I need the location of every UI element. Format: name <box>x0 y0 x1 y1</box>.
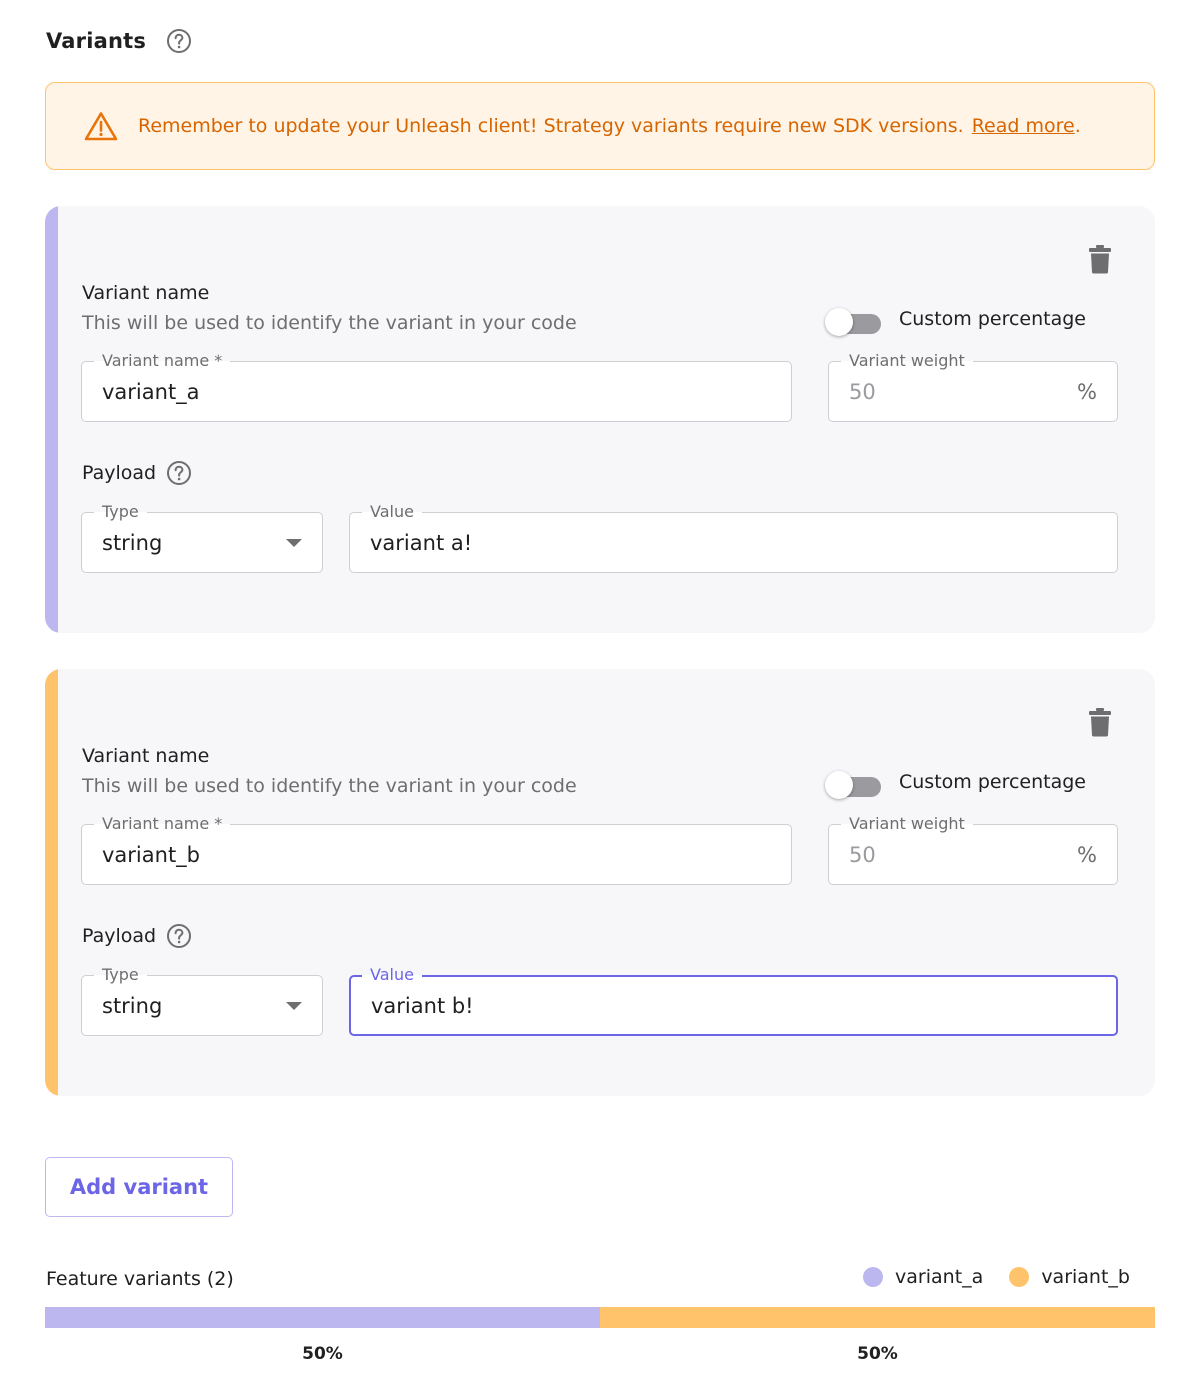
help-icon[interactable] <box>166 460 192 486</box>
page-title: Variants <box>46 29 147 53</box>
custom-percentage-toggle[interactable] <box>825 771 883 799</box>
variants-header <box>46 26 192 56</box>
variant-color-stripe <box>45 206 58 633</box>
payload-label: Payload <box>82 462 157 484</box>
help-icon[interactable] <box>166 923 192 949</box>
legend-item <box>1009 1266 1130 1288</box>
variant-weight-legend: Variant weight <box>841 350 973 372</box>
distribution-percent-label: 50% <box>857 1344 898 1364</box>
sdk-warning-alert <box>45 82 1155 170</box>
custom-percentage-toggle[interactable] <box>825 308 883 336</box>
help-icon[interactable] <box>166 28 192 54</box>
payload-value: variant a! <box>370 530 473 555</box>
alert-trailing: . <box>1074 115 1081 137</box>
delete-variant-icon[interactable] <box>1088 707 1112 737</box>
read-more-link[interactable]: Read more <box>971 115 1075 137</box>
variant-weight-legend: Variant weight <box>841 813 973 835</box>
feature-variants-title: Feature variants (2) <box>46 1268 234 1290</box>
payload-type-value: string <box>102 530 163 555</box>
payload-heading <box>82 923 192 949</box>
payload-value-input[interactable] <box>349 965 1118 1036</box>
variant-distribution-labels <box>45 1344 1155 1364</box>
warning-icon <box>84 111 118 141</box>
payload-type-value: string <box>102 993 163 1018</box>
distribution-percent-label: 50% <box>302 1344 343 1364</box>
variant-name-description: This will be used to identify the variant in your code <box>82 775 577 797</box>
value-legend: Value <box>362 964 422 986</box>
legend-item <box>863 1266 983 1288</box>
payload-value-input[interactable] <box>349 502 1118 573</box>
variant-weight-input[interactable] <box>828 351 1118 422</box>
variant-card <box>45 206 1155 633</box>
variant-name-input[interactable] <box>81 351 792 422</box>
value-legend: Value <box>362 501 422 523</box>
add-variant-button[interactable]: Add variant <box>45 1157 233 1217</box>
payload-type-select[interactable] <box>81 502 323 573</box>
legend-label: variant_b <box>1041 1266 1130 1288</box>
variant-name-heading: Variant name <box>82 745 210 767</box>
distribution-segment-variant_b <box>600 1307 1155 1328</box>
legend-label: variant_a <box>895 1266 984 1288</box>
variant-weight-value: 50 <box>849 379 876 404</box>
variant-name-description: This will be used to identify the variant in your code <box>82 312 577 334</box>
payload-heading <box>82 460 192 486</box>
payload-label: Payload <box>82 925 157 947</box>
distribution-legend <box>837 1266 1130 1288</box>
variant-name-heading: Variant name <box>82 282 210 304</box>
variant-weight-input[interactable] <box>828 814 1118 885</box>
type-legend: Type <box>94 501 147 523</box>
payload-value: variant b! <box>371 993 474 1018</box>
legend-dot <box>863 1267 883 1287</box>
variant-card <box>45 669 1155 1096</box>
alert-message: Remember to update your Unleash client! Strategy variants require new SDK versions. <box>138 115 964 137</box>
variant-distribution-bar <box>45 1307 1155 1328</box>
type-legend: Type <box>94 964 147 986</box>
variant-name-legend: Variant name * <box>94 350 230 372</box>
variant-name-value: variant_a <box>102 379 200 404</box>
percent-suffix: % <box>1077 842 1097 867</box>
variant-name-value: variant_b <box>102 842 201 867</box>
percent-suffix: % <box>1077 379 1097 404</box>
delete-variant-icon[interactable] <box>1088 244 1112 274</box>
custom-percentage-label: Custom percentage <box>899 308 1086 330</box>
legend-dot <box>1009 1267 1029 1287</box>
variant-name-legend: Variant name * <box>94 813 230 835</box>
chevron-down-icon <box>286 1002 302 1010</box>
distribution-segment-variant_a <box>45 1307 600 1328</box>
variant-color-stripe <box>45 669 58 1096</box>
chevron-down-icon <box>286 539 302 547</box>
payload-type-select[interactable] <box>81 965 323 1036</box>
variant-weight-value: 50 <box>849 842 876 867</box>
custom-percentage-label: Custom percentage <box>899 771 1086 793</box>
variant-name-input[interactable] <box>81 814 792 885</box>
